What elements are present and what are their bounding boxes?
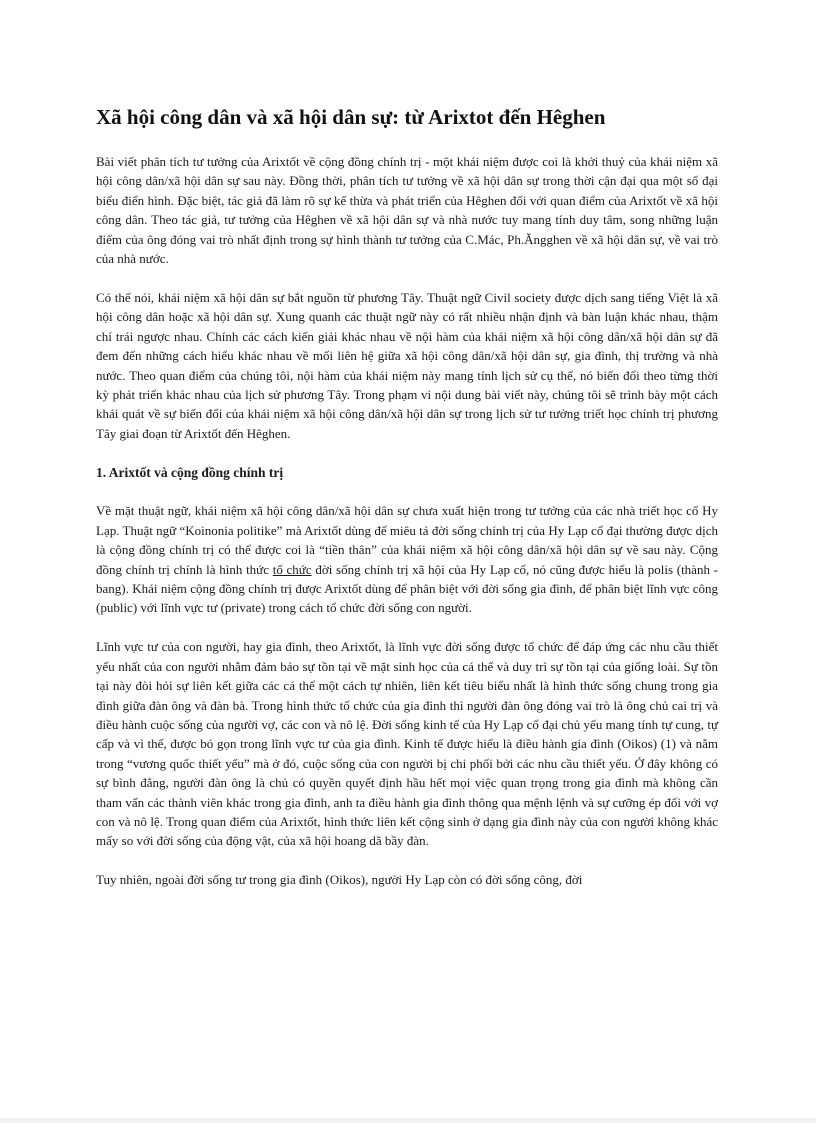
to-chuc-link[interactable]: tổ chức	[272, 561, 312, 577]
paragraph-text: Về mặt thuật ngữ, khái niệm xã hội công dân/xã hội dân sự chưa xuất hiện trong tư tưởng của các nhà triết học cổ Hy Lạp. Thuật ngữ “Koinonia politike” mà Arixtốt dùng để miêu tả đời sống chính trị của Hy Lạp cổ đại thường được dịch là cộng đồng chính trị có thể được coi là “tiền thân” của khái niệm xã hội công dân/xã hội dân sự về sau này. Cộng đồng chính trị chính là hình thức	[96, 503, 718, 577]
section-heading: 1. Arixtốt và cộng đồng chính trị	[96, 464, 284, 480]
section-paragraph-1	[96, 501, 718, 617]
page-bottom-edge	[0, 1118, 816, 1123]
document-body	[96, 152, 718, 909]
abstract-paragraph: Bài viết phân tích tư tưởng của Arixtốt về cộng đồng chính trị - một khái niệm được coi là khởi thuỷ của khái niệm xã hội công dân/xã hội dân sự sau này. Đồng thời, phân tích tư tưởng về xã hội dân sự trong thời cận đại qua một số đại biểu điển hình. Đặc biệt, tác giả đã làm rõ sự kế thừa và phát triển của Hêghen đối với quan điểm của Arixtốt về xã hội công dân. Theo tác giả, tư tưởng của Hêghen về xã hội dân sự và nhà nước tuy mang tính duy tâm, song những luận điểm của ông đóng vai trò nhất định trong sự hình thành tư tưởng của C.Mác, Ph.Ăngghen về xã hội dân sự, về vai trò của nhà nước.	[96, 154, 718, 267]
document-title: Xã hội công dân và xã hội dân sự: từ Arixtot đến Hêghen	[96, 105, 606, 129]
intro-paragraph: Có thể nói, khái niệm xã hội dân sự bắt nguồn từ phương Tây. Thuật ngữ Civil society được dịch sang tiếng Việt là xã hội công dân hoặc xã hội dân sự. Xung quanh các thuật ngữ này có rất nhiều nhận định và bàn luận khác nhau, thậm chí trái ngược nhau. Chính các cách kiến giải khác nhau về nội hàm của khái niệm xã hội công dân/xã hội dân sự đã đem đến những cách hiểu khác nhau về mối liên hệ giữa xã hội công dân/xã hội dân sự, gia đình, thị trường và nhà nước. Theo quan điểm của chúng tôi, nội hàm của khái niệm này mang tính lịch sử cụ thể, nó biến đổi theo từng thời kỳ phát triển khác nhau của lịch sử phương Tây. Trong phạm vi nội dung bài viết này, chúng tôi sẽ trình bày một cách khái quát về sự biến đổi của khái niệm xã hội công dân/xã hội dân sự trong lịch sử tư tưởng triết học chính trị phương Tây giai đoạn từ Arixtốt đến Hêghen.	[96, 290, 718, 441]
paragraph-text: đời sống chính trị xã hội của Hy Lạp cổ, nó cũng được hiểu là polis (thành - bang). Khái niệm cộng đồng chính trị được Arixtốt dùng để phân biệt với đời sống gia đình, để phân biệt lĩnh vực công (public) với lĩnh vực tư (private) trong cách tổ chức đời sống con người.	[96, 561, 718, 616]
section-paragraph-2: Lĩnh vực tư của con người, hay gia đình, theo Arixtốt, là lĩnh vực đời sống được tổ chức để đáp ứng các nhu cầu thiết yếu nhất của con người nhằm đảm bảo sự tồn tại về mặt sinh học của cá thể và duy trì sự tồn tại của giống loài. Sự tồn tại này đòi hỏi sự liên kết giữa các cá thể một cách tự nhiên, liên kết tiêu biểu nhất là hình thức sống chung trong gia đình giữa đàn ông và đàn bà. Trong hình thức tổ chức của gia đình thì người đàn ông đóng vai trò là ông chủ cai trị và điều hành cuộc sống của người vợ, các con và nô lệ. Đời sống kinh tế của Hy Lạp cổ đại chủ yếu mang tính tự cung, tự cấp và vì thế, được bó gọn trong lĩnh vực tư của gia đình. Kinh tế được hiểu là điều hành gia đình (Oikos) (1) và nằm trong “vương quốc thiết yếu” mà ở đó, cuộc sống của con người bị chi phối bởi các nhu cầu thiết yếu. Ở đây không có sự bình đẳng, người đàn ông là chủ có quyền quyết định hầu hết mọi việc quan trọng trong gia đình mà không cần tham vấn các thành viên khác trong gia đình, anh ta điều hành gia đình thông qua mệnh lệnh và sự cưỡng ép đối với vợ con và nô lệ. Trong quan điểm của Arixtốt, hình thức liên kết cộng sinh ở dạng gia đình này của con người không khác mấy so với đời sống của động vật, của xã hội hoang dã bầy đàn.	[96, 639, 718, 849]
section-paragraph-3: Tuy nhiên, ngoài đời sống tư trong gia đình (Oikos), người Hy Lạp còn có đời sống công, đời	[96, 872, 583, 888]
